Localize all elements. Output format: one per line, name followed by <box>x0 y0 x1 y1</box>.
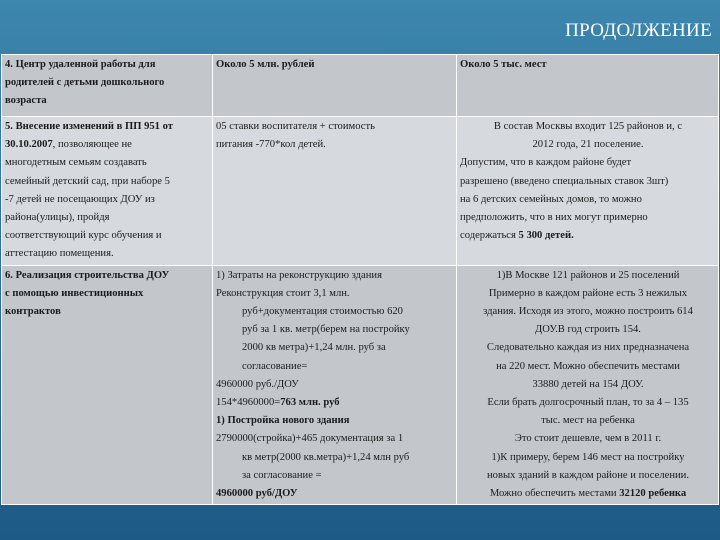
row5-date-rest: , позволяющее не <box>52 139 132 151</box>
row6-result-line: Это стоит дешевле, чем в 2011 г. <box>514 433 662 445</box>
row6-cost-line: 1) Постройка нового здания <box>216 415 350 427</box>
row6-measure-cell <box>2 265 213 505</box>
row6-cost-line: руб за 1 кв. метр(берем на постройку <box>242 324 410 336</box>
row6-result-line: тыс. мест на ребенка <box>541 415 635 427</box>
row6-result-pre: Можно обеспечить местами <box>489 488 620 500</box>
row5-measure-line: района(улицы), пройдя <box>5 212 110 224</box>
row6-measure-line: 6. Реализация строительства ДОУ <box>5 269 170 281</box>
row5-result-pre: содержаться <box>460 230 519 242</box>
row5-result-line: В состав Москвы входит 125 районов и, с <box>493 121 683 132</box>
row4-cost-text: Около 5 млн. рублей <box>216 59 315 70</box>
row5-result-cell <box>457 117 719 266</box>
row5-result-bold: 5 300 детей. <box>518 230 574 242</box>
row6-result-line: Следовательно каждая из них предназначена <box>486 342 690 354</box>
row6-cost-line: Реконструкция стоит 3,1 млн. <box>216 287 350 299</box>
row5-measure-line <box>5 136 210 154</box>
table-row <box>2 265 719 505</box>
row5-cost-cell <box>213 117 457 266</box>
row6-result-line <box>460 485 716 503</box>
row6-cost-line: руб+документация стоимостью 620 <box>242 306 403 318</box>
row4-measure-cell <box>2 55 213 117</box>
row4-measure-line: родителей с детьми дошкольного <box>5 77 165 89</box>
row6-cost-line: согласование= <box>242 360 308 372</box>
row6-cost-line: за согласование = <box>242 469 322 481</box>
table-row <box>2 55 719 117</box>
row6-cost-line: 1) Затраты на реконструкцию здания <box>216 269 382 281</box>
row5-result-line: на 6 детских семейных домов, то можно <box>460 193 642 205</box>
row6-cost-line: 2790000(стройка)+465 документация за 1 <box>216 433 404 445</box>
row6-cost-line <box>216 394 454 412</box>
row5-result-line: разрешено (введено специальных ставок 3шт) <box>460 175 669 187</box>
row6-cost-bold: 763 млн. руб <box>280 397 340 409</box>
row4-result-text: Около 5 тыс. мест <box>460 59 547 70</box>
row6-cost-line: 4960000 руб/ДОУ <box>216 488 298 500</box>
row6-cost-line: 2000 кв метра)+1,24 млн. руб за <box>242 342 386 354</box>
row6-result-line: 1)К примеру, берем 146 мест на постройку <box>491 451 685 463</box>
row5-result-line <box>460 227 716 245</box>
row4-measure-line: 4. Центр удаленной работы для <box>5 59 156 70</box>
row6-result-line: ДОУ.В год строить 154. <box>535 324 641 336</box>
row6-result-cell <box>457 265 719 505</box>
row4-result-cell <box>457 55 719 117</box>
row6-measure-line: контрактов <box>5 306 61 318</box>
row6-result-bold: 32120 ребенка <box>619 488 687 500</box>
row6-result-line: на 220 мест. Можно обеспечить местами <box>496 360 680 372</box>
row6-result-line: новых зданий в каждом районе и поселении. <box>487 469 689 481</box>
row6-result-line: Если брать долгосрочный план, то за 4 – 135 <box>487 397 689 409</box>
table-row <box>2 117 719 266</box>
row4-measure-line: возраста <box>5 95 47 107</box>
row5-measure-line: -7 детей не посещающих ДОУ из <box>5 193 155 205</box>
row6-result-line: здания. Исходя из этого, можно построить 614 <box>483 306 693 318</box>
row4-cost-cell <box>213 55 457 117</box>
row6-result-line: 1)В Москве 121 районов и 25 поселений <box>496 269 680 281</box>
row5-measure-line: соответствующий курс обучения и <box>5 230 162 242</box>
row5-result-line: Допустим, что в каждом районе будет <box>460 157 632 169</box>
row5-cost-line: питания -770*кол детей. <box>216 139 326 151</box>
row6-cost-pre: 154*4960000= <box>216 397 281 409</box>
row5-result-line: предположить, что в них могут примерно <box>460 212 648 224</box>
row5-measure-line: семейный детский сад, при наборе 5 <box>5 175 170 187</box>
row5-date: 30.10.2007 <box>5 139 53 151</box>
row5-measure-line: 5. Внесение изменений в ПП 951 от <box>5 121 173 132</box>
row5-measure-line: многодетным семьям создавать <box>5 157 147 169</box>
row6-cost-line: кв метр(2000 кв.метра)+1,24 млн руб <box>242 451 410 463</box>
row5-cost-line: 05 ставки воспитателя + стоимость <box>216 121 375 132</box>
row6-measure-line: с помощью инвестиционных <box>5 287 144 299</box>
row6-result-line: Примерно в каждом районе есть 3 нежилых <box>488 287 688 299</box>
row6-result-line: 33880 детей на 154 ДОУ. <box>532 378 644 390</box>
row6-cost-cell <box>213 265 457 505</box>
row5-measure-cell <box>2 117 213 266</box>
slide-title: ПРОДОЛЖЕНИЕ <box>565 20 712 41</box>
row5-measure-line: аттестацию помещения. <box>5 248 114 260</box>
info-table <box>1 54 719 505</box>
row6-cost-line: 4960000 руб./ДОУ <box>216 378 299 390</box>
row5-result-line: 2012 года, 21 поселение. <box>532 139 644 151</box>
